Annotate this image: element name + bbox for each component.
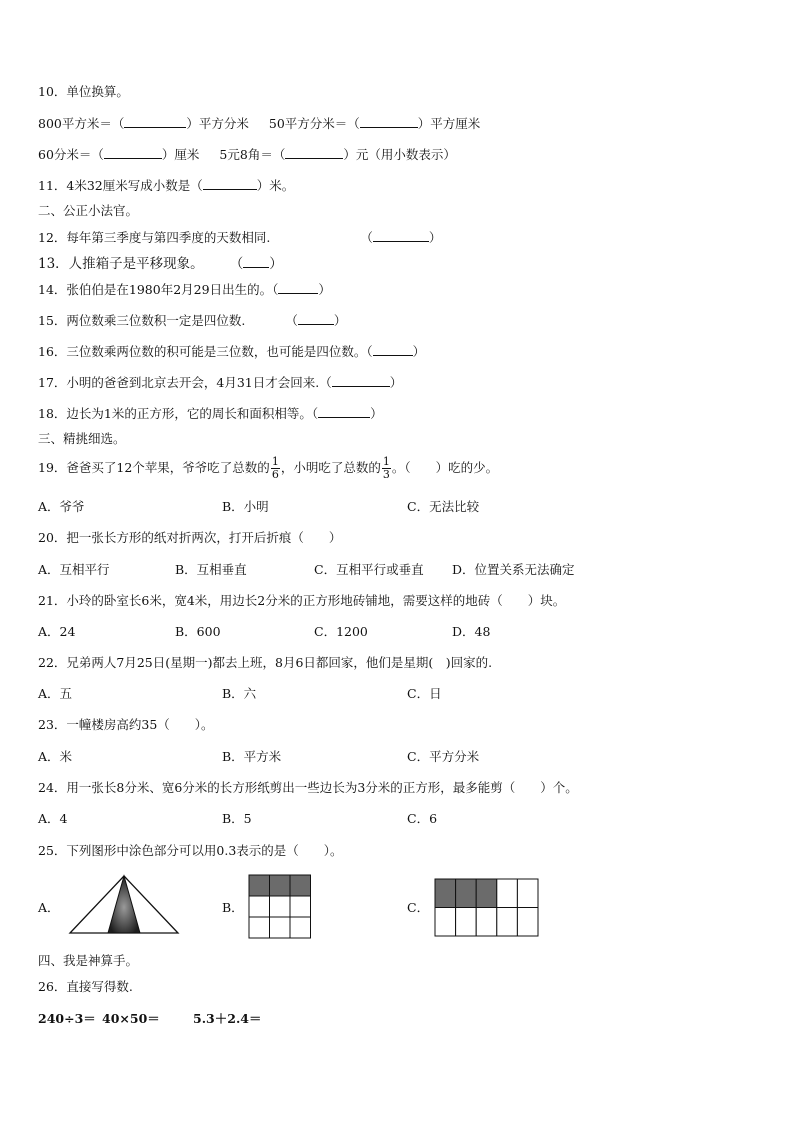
answer-blank[interactable] xyxy=(373,342,413,356)
q23-option-b[interactable]: B．平方米 xyxy=(222,749,282,764)
q22-option-a[interactable]: A．五 xyxy=(38,686,73,701)
answer-blank[interactable] xyxy=(203,176,257,190)
answer-blank[interactable] xyxy=(285,145,343,159)
figure-c-grid xyxy=(434,878,540,938)
answer-blank[interactable] xyxy=(360,114,418,128)
section-4-heading: 四、我是神算手。 xyxy=(38,953,139,968)
answer-blank[interactable] xyxy=(278,280,318,294)
q19-option-b[interactable]: B．小明 xyxy=(222,499,269,514)
q25-option-a[interactable]: A． xyxy=(38,900,60,915)
figure-c-cell xyxy=(517,879,538,908)
q18: 18．边长为1米的正方形，它的周长和面积相等。（ ） xyxy=(38,406,383,421)
q10-row2: 60分米＝（ ）厘米 5元8角＝（ ）元（用小数表示） xyxy=(38,147,456,162)
q21-option-b[interactable]: B．600 xyxy=(175,624,221,639)
answer-blank[interactable] xyxy=(373,228,429,242)
figure-c-cell xyxy=(456,908,477,937)
fraction-one-third: $\frac{1}{3}$ xyxy=(382,455,390,481)
q20-stem: 20．把一张长方形的纸对折两次，打开后折痕（ ） xyxy=(38,530,342,545)
q23-option-a[interactable]: A．米 xyxy=(38,749,73,764)
figure-c-cell xyxy=(497,908,518,937)
q20-option-b[interactable]: B．互相垂直 xyxy=(175,562,247,577)
figure-c-shaded-cell xyxy=(456,879,477,908)
q22-option-b[interactable]: B．六 xyxy=(222,686,257,701)
q25-option-c[interactable]: C． xyxy=(407,900,430,915)
q24-option-a[interactable]: A．4 xyxy=(38,811,68,826)
figure-c-shaded-cell xyxy=(435,879,456,908)
answer-blank[interactable] xyxy=(298,311,334,325)
q21-option-d[interactable]: D．48 xyxy=(452,624,491,639)
figure-b-grid xyxy=(248,874,312,940)
q14: 14．张伯伯是在1980年2月29日出生的。（ ） xyxy=(38,282,331,297)
q19-stem: 19．爸爸买了12个苹果，爷爷吃了总数的 $\frac{1}{6}$ ，小明吃了总数的 $\frac{1}{3}$ 。（ ）吃的少。 xyxy=(38,455,499,481)
answer-blank[interactable] xyxy=(243,254,269,268)
figure-a-triangle xyxy=(68,874,180,936)
q25-option-b[interactable]: B． xyxy=(222,900,244,915)
figure-b-cell xyxy=(290,896,311,917)
figure-b-cell xyxy=(249,896,270,917)
section-2-heading: 二、公正小法官。 xyxy=(38,203,139,218)
figure-c-cell xyxy=(476,908,497,937)
q21-option-c[interactable]: C．1200 xyxy=(314,624,368,639)
q21-option-a[interactable]: A．24 xyxy=(38,624,76,639)
q23-stem: 23．一幢楼房高约35（ ）。 xyxy=(38,717,214,732)
q26-item-2: 40×50＝ xyxy=(102,1011,160,1026)
figure-c-cell xyxy=(435,908,456,937)
q16: 16．三位数乘两位数的积可能是三位数，也可能是四位数。（ ） xyxy=(38,344,426,359)
q22-stem: 22．兄弟两人7月25日(星期一)都去上班，8月6日都回家，他们是星期( )回家的. xyxy=(38,655,493,670)
q25-stem: 25．下列图形中涂色部分可以用0.3表示的是（ ）。 xyxy=(38,843,343,858)
q21-stem: 21．小玲的卧室长6米，宽4米，用边长2分米的正方形地砖铺地，需要这样的地砖（ ）块。 xyxy=(38,593,566,608)
q19-option-c[interactable]: C．无法比较 xyxy=(407,499,480,514)
q23-option-c[interactable]: C．平方分米 xyxy=(407,749,480,764)
q26-item-3: 5.3＋2.4＝ xyxy=(193,1011,262,1026)
figure-b-cell xyxy=(290,917,311,938)
q11: 11．4米32厘米写成小数是（ ）米。 xyxy=(38,178,295,193)
q26-item-1: 240÷3＝ xyxy=(38,1011,96,1026)
section-3-heading: 三、精挑细选。 xyxy=(38,431,126,446)
q19-option-a[interactable]: A．爷爷 xyxy=(38,499,85,514)
figure-b-cell xyxy=(249,917,270,938)
figure-b-cell xyxy=(270,896,291,917)
q24-option-c[interactable]: C．6 xyxy=(407,811,438,826)
figure-c-shaded-cell xyxy=(476,879,497,908)
q10-row1: 800平方米＝（ ）平方分米 50平方分米＝（ ）平方厘米 xyxy=(38,116,481,131)
q20-option-d[interactable]: D．位置关系无法确定 xyxy=(452,562,575,577)
q24-option-b[interactable]: B．5 xyxy=(222,811,252,826)
fraction-one-sixth: $\frac{1}{6}$ xyxy=(271,455,279,481)
q26-title: 26．直接写得数. xyxy=(38,979,133,994)
answer-blank[interactable] xyxy=(318,404,370,418)
q17: 17．小明的爸爸到北京去开会，4月31日才会回来.（ ） xyxy=(38,375,403,390)
q20-option-a[interactable]: A．互相平行 xyxy=(38,562,110,577)
q20-option-c[interactable]: C．互相平行或垂直 xyxy=(314,562,424,577)
answer-blank[interactable] xyxy=(332,373,390,387)
figure-b-cell xyxy=(270,917,291,938)
q22-option-c[interactable]: C．日 xyxy=(407,686,442,701)
q15: 15．两位数乘三位数积一定是四位数. （ ） xyxy=(38,313,347,328)
figure-c-cell xyxy=(517,908,538,937)
q24-stem: 24．用一张长8分米、宽6分米的长方形纸剪出一些边长为3分米的正方形，最多能剪（ ）个。 xyxy=(38,780,578,795)
q12: 12．每年第三季度与第四季度的天数相同. （ ） xyxy=(38,230,442,245)
answer-blank[interactable] xyxy=(104,145,162,159)
figure-b-shaded-cell xyxy=(270,875,291,896)
q10-title: 10．单位换算。 xyxy=(38,84,129,99)
figure-b-shaded-cell xyxy=(249,875,270,896)
figure-c-cell xyxy=(497,879,518,908)
q13: 13．人推箱子是平移现象。 （ ） xyxy=(38,256,283,272)
figure-b-shaded-cell xyxy=(290,875,311,896)
answer-blank[interactable] xyxy=(124,114,186,128)
